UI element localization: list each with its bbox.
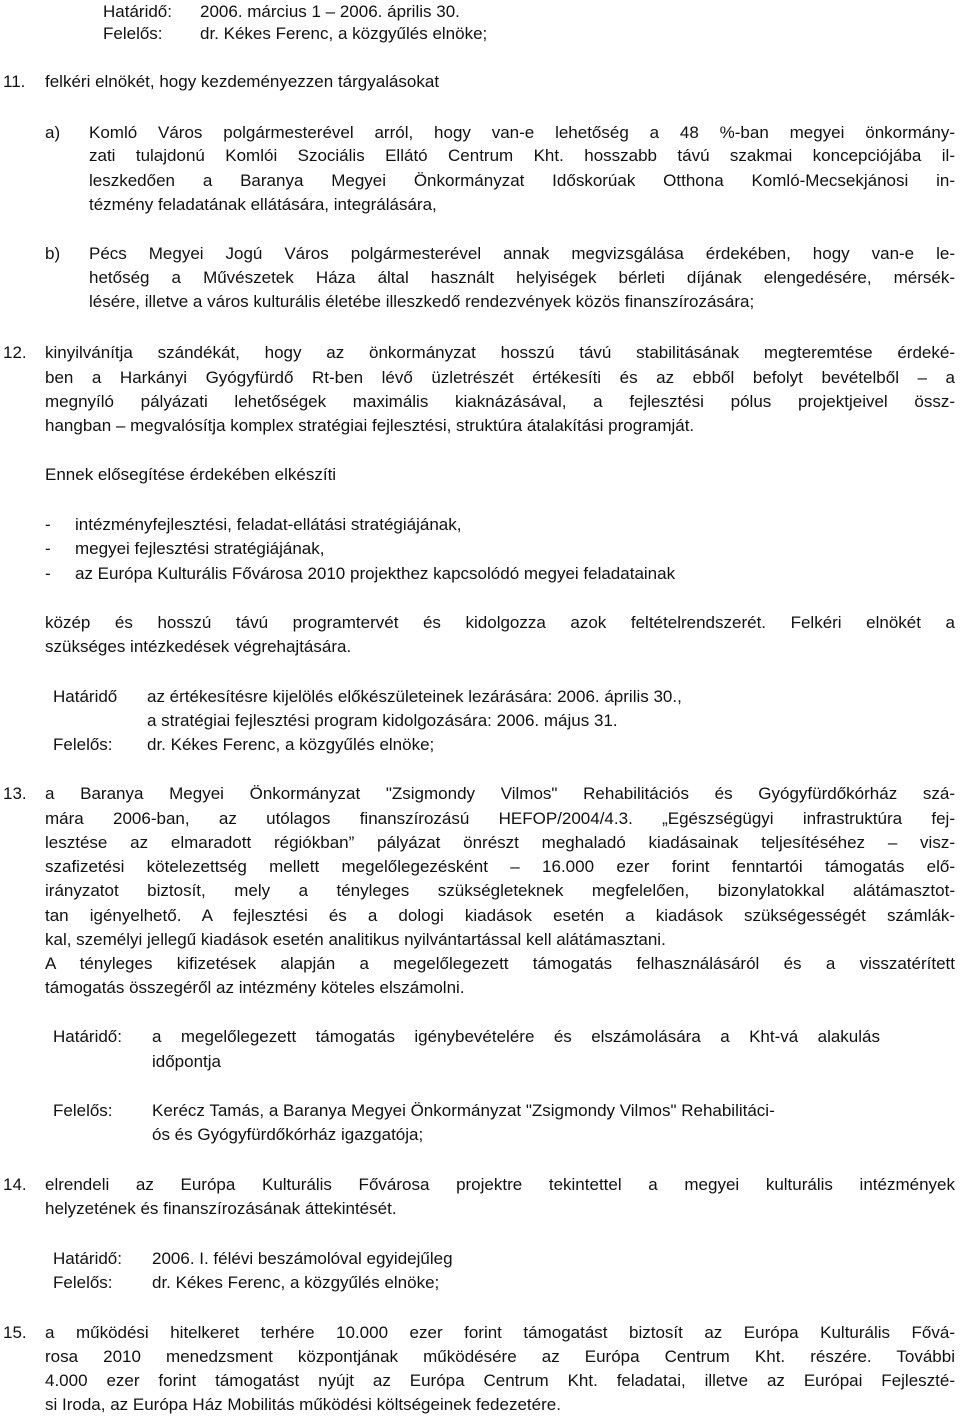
item-13-line: szafizetési kötelezettség mellett megelőlegezésként – 16.000 ezer forint fenntartói támogatás elő- [45, 857, 955, 876]
bullet-dash: - [45, 564, 51, 583]
item-11-a-line: zati tulajdonú Komlói Szociális Ellátó Centrum Kht. hosszabb távú szakmai koncepciójába il- [89, 146, 955, 165]
deadline-label: Határidő: [103, 2, 172, 21]
responsible-value: Kerécz Tamás, a Baranya Megyei Önkormányzat "Zsigmondy Vilmos" Rehabilitáci- [152, 1101, 775, 1120]
item-number-15: 15. [3, 1323, 27, 1342]
responsible-value: dr. Kékes Ferenc, a közgyűlés elnöke; [152, 1273, 440, 1292]
item-13-line: tan igényelhető. A fejlesztési és a dologi kiadások esetén a kiadások szükségességét számlák- [45, 906, 955, 925]
item-13-line: kal, személyi jellegű kiadások esetén analitikus nyilvántartással kell alátámasztani. [45, 930, 666, 949]
item-12-closing-line: szükséges intézkedések végrehajtására. [45, 637, 352, 656]
item-13-line: a Baranya Megyei Önkormányzat "Zsigmondy Vilmos" Rehabilitációs és Gyógyfürdőkórház szá- [45, 784, 955, 803]
item-11-a-line: Komló Város polgármesterével arról, hogy van-e lehetőség a 48 %-ban megyei önkormány- [89, 123, 955, 142]
item-11-a-label: a) [45, 123, 61, 142]
item-12-line: megnyíló pályázati lehetőségek maximális kiaknázásával, a fejlesztési pólus projektjeivel össz- [45, 392, 955, 411]
responsible-value: dr. Kékes Ferenc, a közgyűlés elnöke; [147, 735, 435, 754]
item-11-a-line: tézmény feladatának ellátására, integrálására, [89, 195, 437, 214]
item-12-line: ben a Harkányi Gyógyfürdő Rt-ben lévő üzletrészét értékesíti és az ebből befolyt bevételből – a [45, 368, 955, 387]
responsible-label: Felelős: [53, 1273, 113, 1292]
deadline-value: időpontja [152, 1052, 222, 1071]
deadline-value: a megelőlegezett támogatás igénybevételére és elszámolására a Kht-vá alakulás [152, 1027, 880, 1046]
item-15-line: 4.000 ezer forint támogatást nyújt az Európa Centrum Kht. feladatai, illetve az Európai Fejleszté- [45, 1371, 955, 1390]
item-13-line: A tényleges kifizetések alapján a megelőlegezett támogatás felhasználásáról és a visszatérített [45, 954, 955, 973]
item-12-closing-line: közép és hosszú távú programtervét és kidolgozza azok feltételrendszerét. Felkéri elnökét a [45, 613, 955, 632]
deadline-value: 2006. I. félévi beszámolóval egyidejűleg [152, 1249, 453, 1268]
responsible-value: ós és Gyógyfürdőkórház igazgatója; [152, 1125, 424, 1144]
item-14-line: elrendeli az Európa Kulturális Fővárosa projektre tekintettel a megyei kulturális intézmények [45, 1175, 955, 1194]
item-number-12: 12. [3, 343, 27, 362]
item-11-a-line: leszkedően a Baranya Megyei Önkormányzat Időskorúak Otthona Komló-Mecsekjánosi in- [89, 171, 955, 190]
item-12-bullet: megyei fejlesztési stratégiájának, [75, 539, 325, 558]
item-12-line: hangban – megvalósítja komplex stratégiai fejlesztési, struktúra átalakítási programját. [45, 416, 695, 435]
item-15-line: si Iroda, az Európa Ház Mobilitás működési költségeinek fedezetére. [45, 1395, 561, 1414]
item-13-line: támogatás összegéről az intézmény köteles elszámolni. [45, 978, 465, 997]
item-11-b-line: hetőség a Művészetek Háza által használt helyiségek bérleti díjának elengedésére, mérsék- [89, 268, 955, 287]
deadline-label: Határidő: [53, 1249, 122, 1268]
deadline-label: Határidő: [53, 1027, 122, 1046]
item-12-bullet: intézményfejlesztési, feladat-ellátási stratégiájának, [75, 515, 462, 534]
deadline-value: 2006. március 1 – 2006. április 30. [200, 2, 460, 21]
item-13-line: lesztése az elmaradott régiókban” pályázat önrészt meghaladó kiadásainak teljesítéséhez – visz- [45, 833, 955, 852]
item-number-13: 13. [3, 784, 27, 803]
deadline-value: a stratégiai fejlesztési program kidolgozására: 2006. május 31. [147, 711, 618, 730]
bullet-dash: - [45, 539, 51, 558]
responsible-value: dr. Kékes Ferenc, a közgyűlés elnöke; [200, 24, 488, 43]
item-11-b-line: lésére, illetve a város kulturális életébe illeszkedő rendezvények közös finanszírozására; [89, 292, 755, 311]
deadline-label: Határidő [53, 687, 118, 706]
item-12-prep-intro: Ennek elősegítése érdekében elkészíti [45, 465, 337, 484]
item-13-line: irányzatot biztosít, mely a tényleges szükségleteknek megfelelően, bizonylatokkal alátámasztot- [45, 881, 955, 900]
item-15-line: rosa 2010 menedzsment központjának működésére az Európa Centrum Kht. részére. További [45, 1347, 955, 1366]
item-number-14: 14. [3, 1175, 27, 1194]
item-13-line: mára 2006-ban, az utólagos finanszírozású HEFOP/2004/4.3. „Egészségügyi infrastruktúra fej- [45, 809, 955, 828]
responsible-label: Felelős: [53, 1101, 113, 1120]
responsible-label: Felelős: [103, 24, 163, 43]
item-14-line: helyzetének és finanszírozásának áttekintését. [45, 1199, 397, 1218]
deadline-value: az értékesítésre kijelölés előkészületeinek lezárására: 2006. április 30., [147, 687, 682, 706]
item-11-intro: felkéri elnökét, hogy kezdeményezzen tárgyalásokat [45, 72, 440, 91]
item-number-11: 11. [3, 72, 26, 91]
item-15-line: a működési hitelkeret terhére 10.000 ezer forint támogatást biztosít az Európa Kulturális Fővá- [45, 1323, 955, 1342]
item-11-b-label: b) [45, 244, 61, 263]
responsible-label: Felelős: [53, 735, 113, 754]
item-11-b-line: Pécs Megyei Jogú Város polgármesterével annak megvizsgálása érdekében, hogy van-e le- [89, 244, 955, 263]
item-12-line: kinyilvánítja szándékát, hogy az önkormányzat hosszú távú stabilitásának megteremtése érdeké- [45, 343, 955, 362]
bullet-dash: - [45, 515, 51, 534]
item-12-bullet: az Európa Kulturális Fővárosa 2010 projekthez kapcsolódó megyei feladatainak [75, 564, 676, 583]
